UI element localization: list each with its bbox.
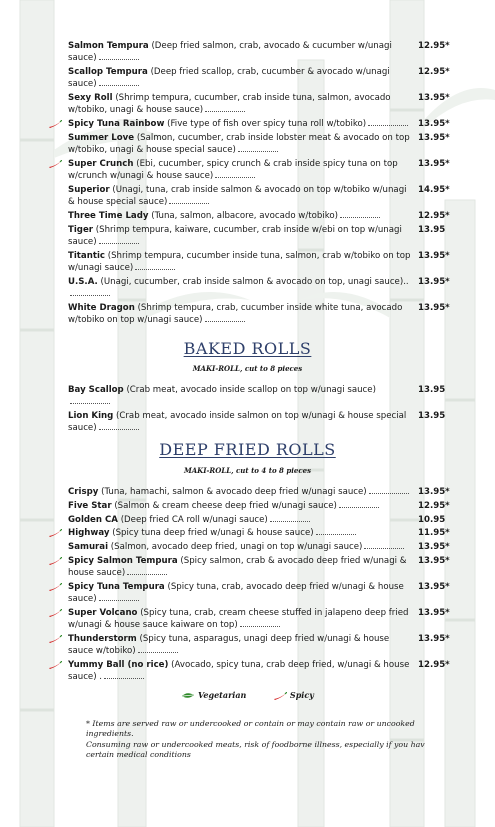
menu-item-text [68,158,412,182]
menu-item [68,302,460,326]
menu-item-description: (Spicy tuna, crab, cream cheese stuffed in jalapeno deep fried w/unagi & house sauce kaiware on top) [68,607,409,631]
menu-item [68,276,460,300]
menu-item-text [68,607,412,631]
menu-item-price: 13.95* [418,542,450,553]
menu-item-description: (Spicy tuna deep fried w/unagi & house sauce) [112,528,314,539]
dot-leader [339,500,379,508]
chili-pepper-icon [48,661,62,669]
menu-item-description: (Avocado, spicy tuna, crab deep fried, w/unagi & house sauce) . [68,659,410,683]
menu-item-price: 14.95* [418,184,450,195]
dot-leader [205,104,245,112]
menu-item-name: Samurai [68,542,109,553]
menu-item-price: 11.95* [418,528,450,539]
disclaimer-line-1: * Items are served raw or undercooked or contain or may contain raw or uncooked ingredients. [86,719,415,739]
menu-item-text [68,302,412,326]
menu-item-price: 13.95* [418,607,450,618]
menu-item-text [68,555,412,579]
menu-item-text [68,66,412,90]
menu-item-description: (Tuna, salmon, albacore, avocado w/tobiko) [151,210,338,221]
menu-item-description: (Salmon & cream cheese deep fried w/unagi sauce) [114,500,337,511]
menu-item [68,210,460,222]
menu-item-name: Tiger [68,224,94,235]
menu-item [68,581,460,605]
menu-item-description: (Spicy tuna, crab, avocado deep fried w/unagi & house sauce) [68,581,404,605]
menu-item [68,224,460,248]
dot-leader [270,514,310,522]
menu-item-description: (Shrimp tempura, kaiware, cucumber, crab inside w/ebi on top w/unagi sauce) [68,224,402,247]
dot-leader [104,671,144,679]
leaf-icon [181,692,195,700]
menu-item-description: (Salmon, cucumber, crab inside lobster meat & avocado on top w/tobiko, unagi & house special sauce) [68,132,410,155]
menu-item-text [68,210,412,222]
dot-leader [340,210,380,218]
menu-item-price: 13.95* [418,276,450,287]
menu-item-description: (Shrimp tempura, cucumber, crab inside tuna, salmon, avocado w/tobiko, unagi & house sauce) [68,93,391,116]
dot-leader [138,645,178,653]
menu-item-price: 13.95 [418,385,446,395]
menu-item [68,250,460,274]
menu-item-name: Bay Scallop [68,385,124,395]
section-title-baked-rolls: BAKED ROLLS [183,339,312,358]
menu-item-description: (Unagi, tuna, crab inside salmon & avocado on top w/tobiko w/unagi & house special sauce) [68,184,407,207]
legend-vegetarian-label: Vegetarian [197,690,247,700]
menu-item-description: (Unagi, cucumber, crab inside salmon & avocado on top, unagi sauce).. [100,276,409,287]
dot-leader [215,170,255,178]
dot-leader [368,118,408,126]
menu-item-name: Five Star [68,500,112,511]
chili-pepper-icon [273,692,287,700]
menu-item-description: (Spicy tuna, asparagus, unagi deep fried w/unagi & house sauce w/tobiko) [68,633,390,657]
chili-pepper-icon [48,160,62,168]
chili-pepper-icon [48,120,62,128]
menu-item-price: 12.95* [418,210,450,221]
menu-item-name: White Dragon [68,302,135,313]
dot-leader [205,314,245,322]
menu-item-description: (Deep fried CA roll w/unagi sauce) [120,514,268,525]
menu-item-price: 12.95* [418,67,450,77]
menu-item [68,66,460,90]
menu-item-name: Yummy Ball (no rice) [68,659,169,670]
menu-item [68,659,460,683]
menu-item-price: 12.95* [418,500,450,511]
menu-item-name: Spicy Tuna Rainbow [68,119,165,129]
menu-item [68,132,460,156]
menu-item [68,384,460,408]
menu-item-text [68,92,412,116]
menu-item-name: Super Crunch [68,158,134,169]
dot-leader [99,52,139,60]
menu-item-text [68,527,412,539]
menu-item-description: (Five type of fish over spicy tuna roll w/tobiko) [167,119,367,129]
menu-item-text [68,250,412,274]
menu-item-description: (Salmon, avocado deep fried, unagi on top w/unagi sauce) [110,542,363,553]
chili-pepper-icon [48,557,62,565]
chili-pepper-icon [48,529,62,537]
menu-item [68,158,460,182]
menu-item-price: 13.95 [418,411,446,421]
rolls-list [68,40,460,328]
menu-item-price: 13.95* [418,93,450,103]
menu-item-name: Summer Love [68,132,135,143]
menu-item-price: 13.95* [418,555,450,566]
dot-leader [364,541,404,549]
menu-item-name: Salmon Tempura [68,41,149,51]
menu-item-description: (Shrimp tempura, cucumber inside tuna, salmon, crab w/tobiko on top w/unagi sauce) [68,250,411,273]
menu-item-text [68,659,412,683]
menu-item-name: Golden CA [68,514,118,525]
menu-item [68,514,460,526]
menu-item-name: Super Volcano [68,607,138,618]
menu-item-name: Three Time Lady [68,210,149,221]
menu-item-text [68,486,412,498]
menu-item-description: (Shrimp tempura, crab, cucumber inside white tuna, avocado w/tobiko on top w/unagi sauce) [68,302,403,325]
menu-item-name: Highway [68,528,110,539]
dot-leader [369,486,409,494]
menu-item [68,607,460,631]
raw-food-disclaimer [86,719,438,761]
menu-item-name: Superior [68,184,110,195]
menu-item [68,410,460,434]
section-title-deep-fried-rolls: DEEP FRIED ROLLS [159,440,336,459]
menu-item-price: 13.95* [418,119,450,129]
menu-item-price: 13.95* [418,158,450,169]
menu-item-name: Titantic [68,250,105,261]
dot-leader [99,422,139,430]
menu-item-price: 13.95* [418,132,450,143]
section-subtitle-baked-rolls: MAKI-ROLL, cut to 8 pieces [192,364,303,373]
menu-item-description: (Crab meat, avocado inside scallop on top w/unagi sauce) [126,385,376,395]
menu-item-description: (Ebi, cucumber, spicy crunch & crab inside spicy tuna on top w/crunch w/unagi & house sauce) [68,158,398,181]
menu-item-name: Crispy [68,487,99,497]
legend-spicy [273,690,314,700]
menu-item-name: Spicy Tuna Tempura [68,581,165,592]
menu-item-description: (Deep fried salmon, crab, avocado & cucumber w/unagi sauce) [68,41,392,64]
menu-item-name: Scallop Tempura [68,67,148,77]
menu-item-price: 13.95* [418,302,450,313]
menu-item [68,486,460,498]
menu-item-price: 13.95* [418,487,450,497]
menu-item [68,40,460,64]
menu-item-price: 13.95* [418,581,450,592]
menu-item-name: Spicy Salmon Tempura [68,555,178,566]
dot-leader [99,236,139,244]
deep-fried-rolls-list [68,486,460,685]
menu-item [68,555,460,579]
baked-rolls-list [68,384,460,436]
menu-item-text [68,276,412,300]
dot-leader [127,567,167,575]
menu-item-description: (Deep fried scallop, crab, cucumber & avocado w/unagi sauce) [68,67,390,90]
menu-item [68,527,460,539]
menu-item [68,633,460,657]
dot-leader [99,78,139,86]
section-subtitle-deep-fried-rolls: MAKI-ROLL, cut to 4 to 8 pieces [183,466,312,475]
dot-leader [99,593,139,601]
menu-item-price: 10.95 [418,514,446,525]
menu-item [68,118,460,130]
menu-item-text [68,500,412,512]
dot-leader [240,619,280,627]
dot-leader [169,196,209,204]
menu-item-description: (Spicy salmon, crab & avocado deep fried w/unagi & house sauce) [68,555,407,579]
menu-item [68,541,460,553]
menu-item-name: Lion King [68,411,114,421]
menu-item-price: 12.95* [418,41,450,51]
disclaimer-line-2: Consuming raw or undercooked meats, risk of foodborne illness, especially if you hav certain medical conditions [86,739,425,760]
menu-item [68,92,460,116]
chili-pepper-icon [48,583,62,591]
dot-leader [316,527,356,535]
menu-item-text [68,184,412,208]
menu-item-text [68,224,412,248]
legend-spicy-label: Spicy [289,690,314,700]
menu-item-text [68,541,412,553]
menu-item-name: Thunderstorm [68,633,137,644]
dot-leader [238,144,278,152]
menu-item-text [68,633,412,657]
menu-item-price: 12.95* [418,659,450,670]
dot-leader [135,262,175,270]
chili-pepper-icon [48,635,62,643]
legend-vegetarian [181,690,246,700]
menu-item-text [68,40,412,64]
menu-item-text [68,410,412,434]
dot-leader [70,396,110,404]
menu-item-price: 13.95 [418,224,446,235]
chili-pepper-icon [48,609,62,617]
menu-item-description: (Tuna, hamachi, salmon & avocado deep fried w/unagi sauce) [101,487,367,497]
menu-item-text [68,514,412,526]
menu-item-price: 13.95* [418,250,450,261]
menu-item [68,184,460,208]
menu-item-text [68,132,412,156]
menu-item-name: U.S.A. [68,276,98,287]
legend [0,690,495,700]
dot-leader [70,288,110,296]
menu-item [68,500,460,512]
menu-item-description: (Crab meat, avocado inside salmon on top w/unagi & house special sauce) [68,411,407,434]
menu-item-name: Sexy Roll [68,93,113,103]
menu-item-text [68,384,412,408]
menu-item-text [68,581,412,605]
menu-item-text [68,118,412,130]
menu-item-price: 13.95* [418,633,450,644]
